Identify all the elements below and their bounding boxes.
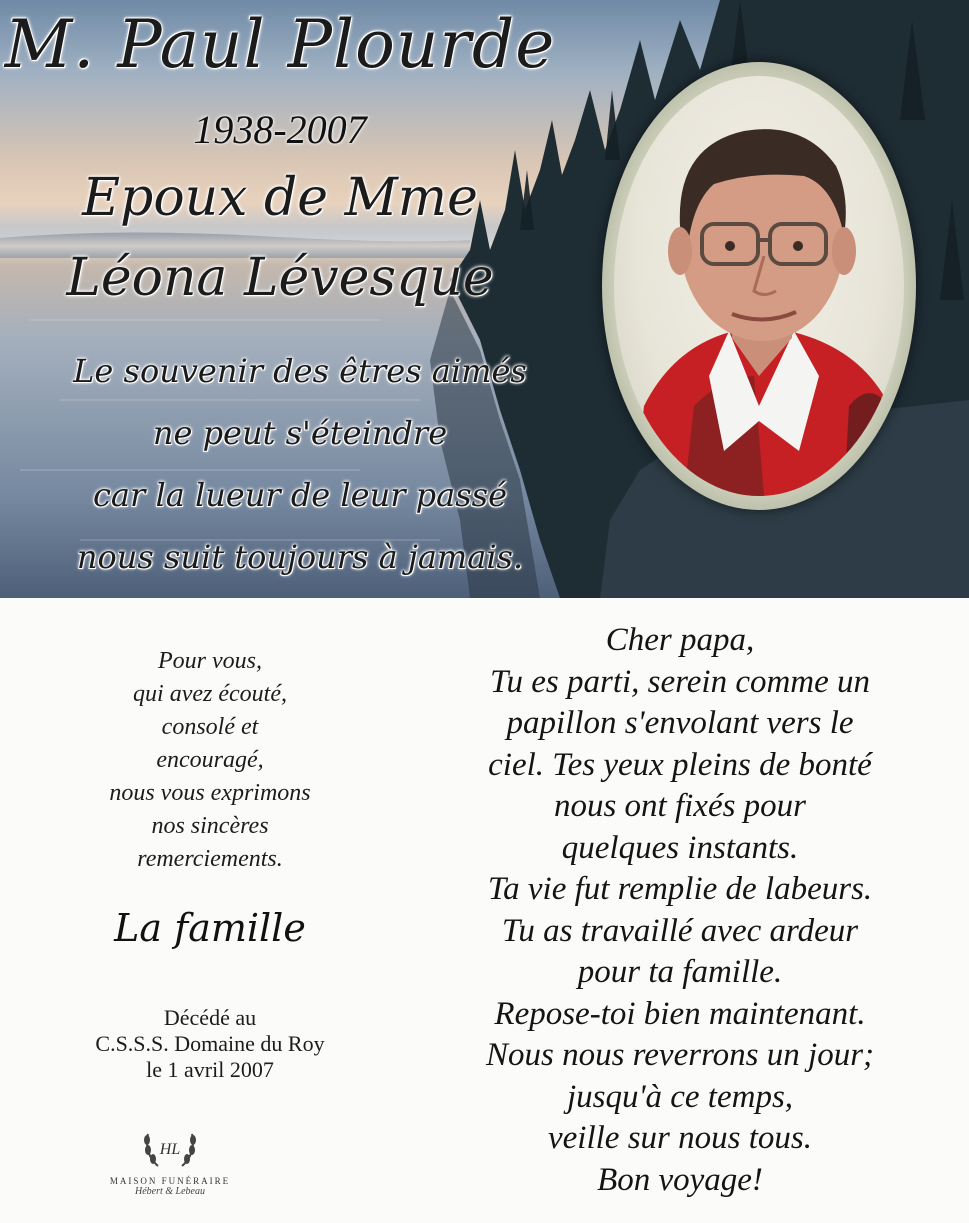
death-notice-line: Décédé au (163, 1005, 257, 1030)
poem-line: Ta vie fut remplie de labeurs. (487, 871, 873, 907)
poem-line: papillon s'envolant vers le (506, 705, 854, 741)
laurel-wreath-icon (140, 1124, 200, 1170)
poem-line: jusqu'à ce temps, (566, 1078, 794, 1115)
memorial-verse (40, 340, 560, 588)
poem-line: ciel. Tes yeux pleins de bonté (488, 746, 872, 783)
funeral-home-logo (105, 1124, 235, 1197)
poem-line: quelques instants. (561, 829, 799, 866)
logo-initials: HL (159, 1141, 181, 1158)
deceased-name: M. Paul Plourde (4, 6, 556, 83)
family-signature: La famille (114, 906, 306, 950)
funeral-home-name: MAISON FUNÉRAIRE (109, 1176, 231, 1186)
thanks-line: encouragé, (156, 747, 264, 773)
thanks-line: nos sincères (151, 813, 269, 839)
lake-scene-banner (0, 0, 969, 598)
death-notice-line: C.S.S.S. Domaine du Roy (95, 1031, 325, 1056)
thanks-line: consolé et (161, 714, 259, 740)
spouse-line-2: Léona Lévesque (66, 248, 494, 308)
poem-line: Repose-toi bien maintenant. (494, 995, 866, 1032)
poem-line: nous ont fixés pour (553, 788, 807, 824)
verse-line: car la lueur de leur passé (93, 476, 507, 514)
verse-line: nous suit toujours à jamais. (76, 538, 524, 576)
death-notice-line: le 1 avril 2007 (146, 1057, 274, 1082)
verse-line: Le souvenir des êtres aimés (73, 352, 527, 390)
thanks-line: nous vous exprimons (109, 780, 311, 806)
poem-line: veille sur nous tous. (548, 1120, 812, 1156)
portrait-illustration (614, 76, 904, 496)
poem-line: Bon voyage! (597, 1161, 763, 1198)
verse-line: ne peut s'éteindre (152, 414, 448, 452)
poem-line: Cher papa, (605, 622, 755, 658)
poem-line: Nous nous reverrons un jour; (485, 1037, 875, 1073)
thanks-message (40, 645, 380, 876)
life-years: 1938-2007 (193, 107, 367, 152)
poem-line: Tu es parti, serein comme un (489, 663, 871, 700)
death-notice (40, 1005, 380, 1083)
poem-cher-papa (430, 620, 930, 1201)
poem-line: Tu as travaillé avec ardeur (501, 912, 859, 949)
thanks-line: Pour vous, (158, 648, 262, 674)
acknowledgement-column (40, 645, 380, 1083)
thanks-line: qui avez écouté, (133, 681, 287, 707)
funeral-home-owners: Hébert & Lebeau (135, 1186, 205, 1197)
portrait-photo (614, 76, 904, 496)
spouse-line-1: Epoux de Mme (82, 168, 478, 228)
thanks-line: remerciements. (137, 846, 283, 872)
poem-line: pour ta famille. (577, 954, 783, 990)
